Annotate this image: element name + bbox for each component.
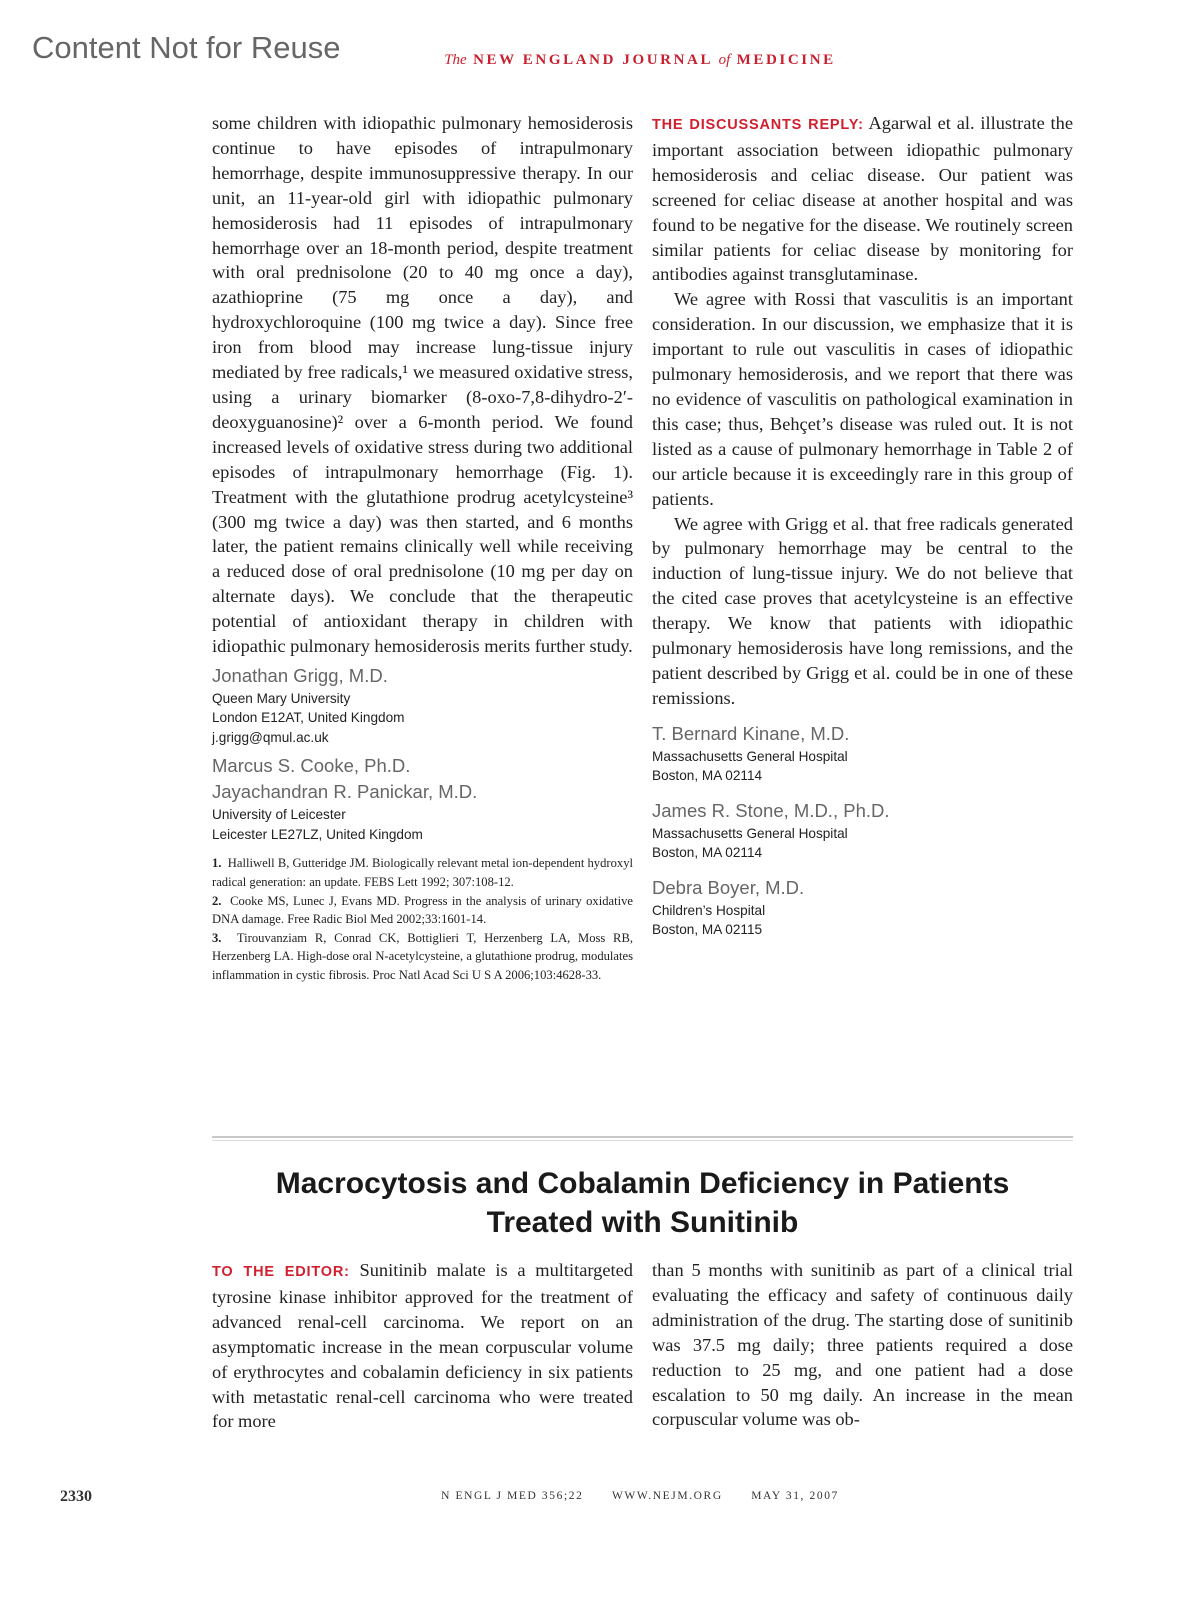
article-right-column <box>652 1258 1073 1432</box>
article-title-line-2: Treated with Sunitinib <box>486 1206 799 1239</box>
author-name: James R. Stone, M.D., Ph.D. <box>652 799 890 821</box>
reference-text: Halliwell B, Gutteridge JM. Biologically relevant metal ion-dependent hydroxyl radical generation: an update. FEBS Lett 1992; 307:108-12. <box>212 856 633 890</box>
author-name: Marcus S. Cooke, Ph.D. <box>212 755 411 777</box>
reference-number: 2. <box>212 893 222 908</box>
reference-number: 1. <box>212 856 222 871</box>
author-name: Jonathan Grigg, M.D. <box>212 664 388 686</box>
masthead-of: of <box>718 52 731 68</box>
reply-paragraph-1-text: Agarwal et al. illustrate the important association between idiopathic pulmonary hemosiderosis and celiac disease. Our patient was screened for celiac disease at another hospital and was found to be negative for the disease. We routinely screen similar patients for celiac disease by monitoring for antibodies against transglutaminase. <box>652 113 1073 285</box>
reference-text: Cooke MS, Lunec J, Evans MD. Progress in the analysis of urinary oxidative DNA damage. Free Radic Biol Med 2002;33:1601-14. <box>212 893 634 927</box>
author-name: Debra Boyer, M.D. <box>652 876 805 898</box>
article-paragraph-start <box>212 1258 633 1434</box>
author-affiliation: Leicester LE27LZ, United Kingdom <box>212 826 423 842</box>
article-title <box>212 1164 1073 1242</box>
author-affiliation: Children’s Hospital <box>652 902 766 918</box>
footer-journal-citation: N ENGL J MED 356;22 <box>441 1490 584 1502</box>
watermark: Content Not for Reuse <box>32 30 341 65</box>
section-divider <box>212 1136 1073 1138</box>
right-column <box>652 111 1073 940</box>
author-affiliation: Boston, MA 02114 <box>652 845 763 861</box>
reply-paragraph-3: We agree with Grigg et al. that free radicals generated by pulmonary hemorrhage may be central to the induction of lung-tissue injury. We do not believe that the cited case proves that acetylcysteine is an effective therapy. We know that patients with idiopathic pulmonary hemosiderosis have long remissions, and the patient described by Grigg et al. could be in one of these remissions. <box>652 513 1073 708</box>
article-left-column <box>212 1258 633 1434</box>
author-affiliation: Queen Mary University <box>212 690 351 706</box>
reference-number: 3. <box>212 930 222 945</box>
section-lead-label: TO THE EDITOR: <box>212 1264 350 1280</box>
footer-url: WWW.NEJM.ORG <box>611 1490 723 1502</box>
left-column <box>212 111 633 985</box>
reply-paragraph-1 <box>652 111 1073 287</box>
author-affiliation: Massachusetts General Hospital <box>652 748 848 764</box>
reply-paragraph-2: We agree with Rossi that vasculitis is an important consideration. In our discussion, we emphasize that it is important to rule out vasculitis in cases of idiopathic pulmonary hemosiderosis, and we report that there was no evidence of vasculitis on pathological examination in this case; thus, Behçet’s disease was ruled out. It is not listed as a cause of pulmonary hemorrhage in Table 2 of our article because it is exceedingly rare in this group of patients. <box>652 289 1073 509</box>
page-footer <box>0 1490 1200 1502</box>
reference-text: Tirouvanziam R, Conrad CK, Bottiglieri T, Herzenberg LA, Moss RB, Herzenberg LA. High-dose oral N-acetylcysteine, a glutathione prodrug, modulates inflammation in cystic fibrosis. Proc Natl Acad Sci U S A 2006;103:4628-33. <box>212 930 634 982</box>
reference-item <box>212 892 633 929</box>
author-affiliation: University of Leicester <box>212 807 346 823</box>
article-title-line-1: Macrocytosis and Cobalamin Deficiency in Patients <box>275 1167 1010 1200</box>
masthead-the: The <box>444 52 467 68</box>
reference-item <box>212 929 633 985</box>
masthead-name-part2: MEDICINE <box>736 52 836 68</box>
author-name: T. Bernard Kinane, M.D. <box>652 722 850 744</box>
section-divider-secondary <box>212 1140 1073 1141</box>
page-number: 2330 <box>60 1488 92 1505</box>
article-paragraph-continued: than 5 months with sunitinib as part of a clinical trial evaluating the efficacy and safety of continuous daily administration of the drug. The starting dose of sunitinib was 37.5 mg daily; three patients required a dose reduction to 25 mg, and one patient had a dose escalation to 50 mg daily. An increase in the mean corpuscular volume was ob- <box>652 1260 1073 1430</box>
masthead-name-part1: NEW ENGLAND JOURNAL <box>473 52 713 68</box>
reference-list <box>212 854 633 984</box>
letter-body-paragraph: some children with idiopathic pulmonary hemosiderosis continue to have episodes of intrapulmonary hemorrhage, despite immunosuppressive therapy. In our unit, an 11-year-old girl with idiopathic pulmonary hemosiderosis had 11 episodes of intrapulmonary hemorrhage over an 18-month period, despite treatment with oral prednisolone (20 to 40 mg once a day), azathioprine (75 mg once a day), and hydroxychloroquine (100 mg twice a day). Since free iron from blood may increase lung-tissue injury mediated by free radicals,¹ we measured oxidative stress, using a urinary biomarker (8-oxo-7,8-dihydro-2′-deoxyguanosine)² over a 6-month period. We found increased levels of oxidative stress during two additional episodes of intrapulmonary hemorrhage (Fig. 1). Treatment with the glutathione prodrug acetylcysteine³ (300 mg twice a day) was then started, and 6 months later, the patient remains clinically well while receiving a reduced dose of oral prednisolone (10 mg per day on alternate days). We conclude that the therapeutic potential of antioxidant therapy in children with idiopathic pulmonary hemosiderosis merits further study. <box>212 113 633 657</box>
footer-date: MAY 31, 2007 <box>751 1490 839 1502</box>
author-affiliation: Boston, MA 02115 <box>652 922 763 938</box>
author-email: j.grigg@qmul.ac.uk <box>212 729 329 745</box>
reference-item <box>212 854 633 891</box>
author-name: Jayachandran R. Panickar, M.D. <box>212 781 478 803</box>
author-affiliation: Massachusetts General Hospital <box>652 825 848 841</box>
section-lead-label: THE DISCUSSANTS REPLY: <box>652 117 864 133</box>
journal-masthead <box>0 52 1200 69</box>
article-paragraph-start-text: Sunitinib malate is a multitargeted tyrosine kinase inhibitor approved for the treatment of advanced renal-cell carcinoma. We report on an asymptomatic increase in the mean corpuscular volume of erythrocytes and cobalamin deficiency in six patients with metastatic renal-cell carcinoma who were treated for more <box>212 1260 633 1432</box>
author-affiliation: Boston, MA 02114 <box>652 768 763 784</box>
author-affiliation: London E12AT, United Kingdom <box>212 710 405 726</box>
